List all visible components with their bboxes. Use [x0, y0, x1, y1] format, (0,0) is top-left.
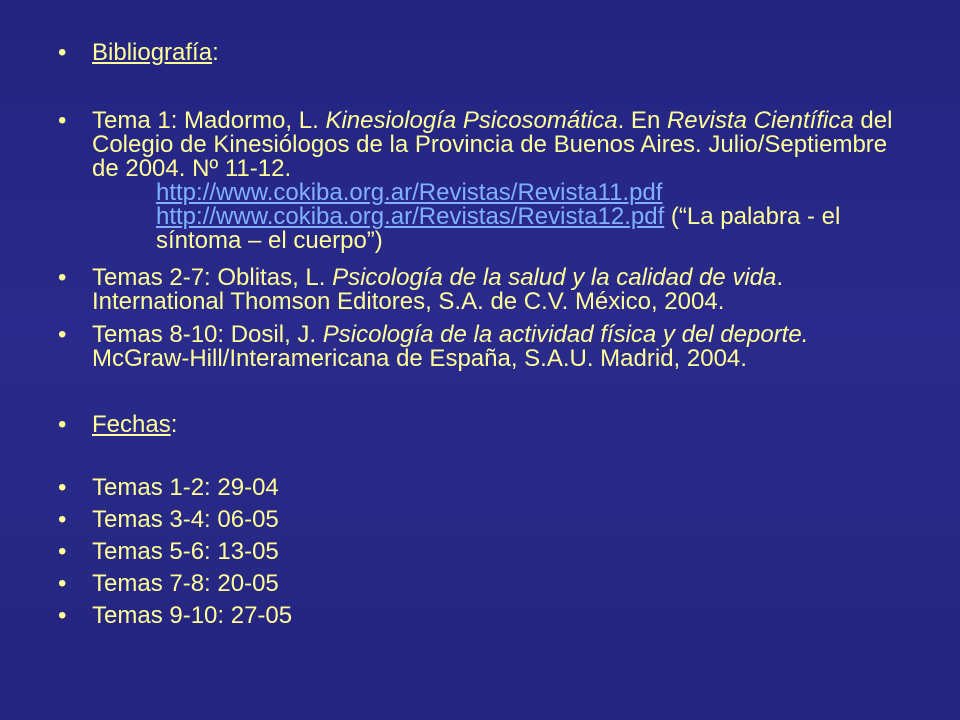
- tema1-en: . En: [617, 107, 667, 134]
- date-item: [58, 508, 900, 532]
- revista11-link[interactable]: http://www.cokiba.org.ar/Revistas/Revista11.pdf: [156, 179, 663, 206]
- date-text: Temas 1-2: 29-04: [92, 474, 279, 501]
- bullet: •: [58, 538, 67, 565]
- bullet: •: [58, 602, 67, 629]
- fechas-heading: [58, 413, 900, 437]
- tema1-title: Kinesiología Psicosomática: [325, 107, 618, 134]
- date-text: Temas 5-6: 13-05: [92, 538, 279, 565]
- temas2-7-author: Temas 2-7: Oblitas, L.: [92, 264, 333, 291]
- date-item: [58, 540, 900, 564]
- date-item: [58, 476, 900, 500]
- tema1-details: del Colegio de Kinesiólogos de la Provincia de Buenos Aires. Julio/Septiembre de 2004. Nº 11-12.: [92, 107, 893, 182]
- bullet: •: [58, 570, 67, 597]
- date-item: [58, 604, 900, 628]
- bullet: •: [58, 474, 67, 501]
- revista12-link[interactable]: http://www.cokiba.org.ar/Revistas/Revista12.pdf: [156, 203, 665, 230]
- tema1-reference: [58, 109, 900, 253]
- bullet: •: [58, 321, 67, 348]
- temas2-7-details: . International Thomson Editores, S.A. de C.V. México, 2004.: [92, 264, 784, 315]
- bullet: •: [58, 506, 67, 533]
- fechas-colon: :: [170, 411, 178, 438]
- date-text: Temas 9-10: 27-05: [92, 602, 293, 629]
- temas8-10-author: Temas 8-10: Dosil, J.: [92, 321, 323, 348]
- date-text: Temas 7-8: 20-05: [92, 570, 279, 597]
- tema1-author: Tema 1: Madormo, L.: [92, 107, 326, 134]
- temas8-10-details: McGraw-Hill/Interamericana de España, S.A.U. Madrid, 2004.: [92, 345, 747, 372]
- date-text: Temas 3-4: 06-05: [92, 506, 279, 533]
- temas8-10-reference: [58, 323, 900, 371]
- bullet: •: [58, 264, 67, 291]
- date-item: [58, 572, 900, 596]
- tema1-journal: Revista Científica: [666, 107, 854, 134]
- bullet: •: [58, 107, 67, 134]
- tema1-note: (“La palabra - el síntoma – el cuerpo”): [156, 203, 841, 254]
- fechas-label: Fechas: [92, 411, 171, 438]
- temas8-10-title: Psicología de la actividad física y del deporte.: [322, 321, 809, 348]
- bullet: •: [58, 411, 67, 438]
- bibliografia-colon: :: [212, 39, 219, 66]
- temas2-7-reference: [58, 266, 900, 314]
- bibliografia-label: Bibliografía: [92, 39, 213, 66]
- bullet: •: [58, 39, 67, 66]
- temas2-7-title: Psicología de la salud y la calidad de vida: [332, 264, 777, 291]
- bibliografia-heading: [58, 41, 900, 65]
